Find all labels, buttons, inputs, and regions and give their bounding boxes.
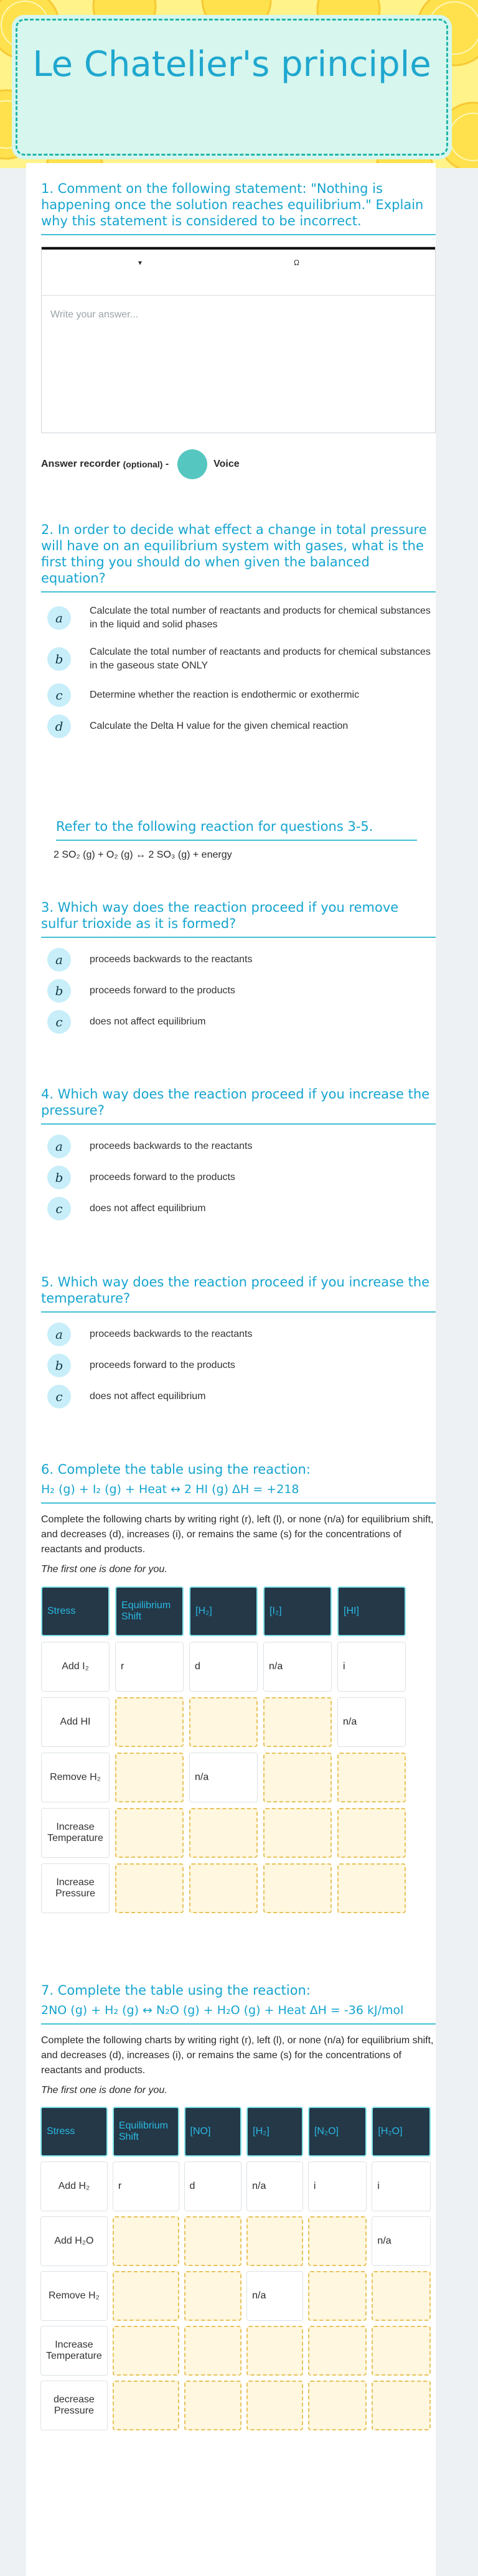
option-letter: b <box>47 647 71 671</box>
answer-input-cell[interactable] <box>372 2271 431 2321</box>
option-text: proceeds backwards to the reactants <box>90 1141 253 1151</box>
table-row <box>40 2326 431 2376</box>
option-b[interactable] <box>41 975 436 1006</box>
header-cell: [H₂] <box>246 2107 303 2157</box>
question-1-title: 1. Comment on the following statement: "Nothing is happening once the solution reaches equilibrium." Explain why this statement is considered to be incorrect. <box>41 180 436 235</box>
table-row <box>41 1808 406 1858</box>
option-text: Calculate the total number of reactants and products for chemical substances in the liquid and solid phases <box>90 606 431 630</box>
option-text: does not affect equilibrium <box>90 1016 206 1027</box>
option-b[interactable] <box>41 1350 436 1381</box>
table-cell: r <box>115 1642 184 1692</box>
row-label: Add H₂ <box>40 2161 108 2211</box>
reference-block <box>56 818 417 861</box>
question-3-title: 3. Which way does the reaction proceed if you remove sulfur trioxide as it is formed? <box>41 899 436 938</box>
table-cell: n/a <box>246 2161 303 2211</box>
option-text: Calculate the total number of reactants and products for chemical substances in the gaseous state ONLY <box>90 647 431 671</box>
question-2-options <box>41 597 436 742</box>
option-d[interactable] <box>41 711 436 742</box>
voice-label: Voice <box>213 459 240 469</box>
question-1 <box>41 180 436 479</box>
table-cell: i <box>308 2161 367 2211</box>
option-text: does not affect equilibrium <box>90 1391 206 1402</box>
table-row <box>41 1863 406 1913</box>
row-label: Add HI <box>41 1697 110 1747</box>
answer-input-cell[interactable] <box>263 1863 332 1913</box>
question-4 <box>41 1086 436 1224</box>
answer-input-cell[interactable] <box>115 1753 184 1802</box>
header-cell: Equilibrium Shift <box>115 1586 184 1636</box>
reference-title: Refer to the following reaction for questions 3-5. <box>56 818 417 841</box>
table-cell: i <box>372 2161 431 2211</box>
option-letter: d <box>47 714 71 738</box>
table-header-row <box>40 2107 431 2157</box>
answer-input-cell[interactable] <box>113 2326 179 2376</box>
omega-icon[interactable]: Ω <box>294 258 299 267</box>
page-title: Le Chatelier's principle <box>32 44 431 85</box>
header-cell: [I₂] <box>263 1586 332 1636</box>
answer-input-cell[interactable] <box>115 1697 184 1747</box>
question-3-options <box>41 944 436 1037</box>
answer-input-cell[interactable] <box>263 1753 332 1802</box>
option-a[interactable] <box>41 597 436 639</box>
option-letter: a <box>47 948 71 972</box>
answer-editor[interactable] <box>41 246 436 433</box>
question-6 <box>41 1461 436 1919</box>
question-7-first-note: The first one is done for you. <box>41 2085 167 2096</box>
option-letter: a <box>47 606 71 630</box>
question-5-options <box>41 1319 436 1412</box>
answer-input-cell[interactable] <box>337 1808 406 1858</box>
option-text: Determine whether the reaction is endothermic or exothermic <box>90 690 360 700</box>
row-label: Remove H₂ <box>41 1753 110 1802</box>
recorder-dash: - <box>165 459 169 469</box>
answer-input-cell[interactable] <box>189 1697 258 1747</box>
question-6-instructions: Complete the following charts by writing right (r), left (l), or none (n/a) for equilibrium shift, and decreases (d), increases (i), or remains the same (s) for the concentrations of reactants and products. <box>41 1514 434 1555</box>
answer-input-cell[interactable] <box>113 2271 179 2321</box>
option-text: proceeds forward to the products <box>90 985 235 996</box>
answer-placeholder[interactable]: Write your answer... <box>50 309 139 320</box>
table-row <box>41 1697 406 1747</box>
question-5-title: 5. Which way does the reaction proceed if you increase the temperature? <box>41 1274 436 1313</box>
table-header-row <box>41 1586 406 1636</box>
question-7-title: 7. Complete the table using the reaction: <box>41 1983 311 1998</box>
answer-input-cell[interactable] <box>189 1808 258 1858</box>
table-row <box>41 1642 406 1692</box>
title-card <box>16 19 448 156</box>
table-row <box>41 1753 406 1802</box>
table-cell: d <box>184 2161 242 2211</box>
answer-input-cell[interactable] <box>115 1863 184 1913</box>
option-text: proceeds backwards to the reactants <box>90 954 253 965</box>
answer-input-cell[interactable] <box>308 2216 367 2266</box>
option-letter: c <box>47 1197 71 1220</box>
row-label: Remove H₂ <box>40 2271 108 2321</box>
table-row <box>40 2271 431 2321</box>
recorder-label: Answer recorder <box>41 459 121 469</box>
toolbar-dropdown-button[interactable]: ▾ <box>138 258 143 267</box>
option-c[interactable] <box>41 1193 436 1224</box>
header-cell: [NO] <box>184 2107 242 2157</box>
row-label: Add I₂ <box>41 1642 110 1692</box>
header-cell: Stress <box>41 1586 110 1636</box>
answer-input-cell[interactable] <box>372 2326 431 2376</box>
table-row <box>40 2381 431 2430</box>
question-2 <box>41 522 436 742</box>
table-cell: n/a <box>337 1697 406 1747</box>
option-letter: c <box>47 683 71 707</box>
answer-input-cell[interactable] <box>337 1863 406 1913</box>
option-b[interactable] <box>41 639 436 680</box>
table-cell: n/a <box>372 2216 431 2266</box>
editor-toolbar <box>42 247 435 296</box>
row-label: Increase Temperature <box>41 1808 110 1858</box>
answer-input-cell[interactable] <box>184 2216 242 2266</box>
question-4-title: 4. Which way does the reaction proceed if you increase the pressure? <box>41 1086 436 1125</box>
answer-input-cell[interactable] <box>184 2271 242 2321</box>
table-cell: i <box>337 1642 406 1692</box>
row-label: Increase Temperature <box>40 2326 108 2376</box>
option-text: Calculate the Delta H value for the given chemical reaction <box>90 721 349 731</box>
option-a[interactable] <box>41 1131 436 1162</box>
question-7-reaction: 2NO (g) + H₂ (g) ↔ N₂O (g) + H₂O (g) + Heat ΔH = -36 kJ/mol <box>41 2002 436 2025</box>
answer-input-cell[interactable] <box>246 2381 303 2430</box>
answer-input-cell[interactable] <box>184 2381 242 2430</box>
option-a[interactable] <box>41 944 436 975</box>
answer-input-cell[interactable] <box>372 2381 431 2430</box>
answer-input-cell[interactable] <box>113 2381 179 2430</box>
answer-input-cell[interactable] <box>184 2326 242 2376</box>
answer-input-cell[interactable] <box>263 1697 332 1747</box>
question-6-first-note: The first one is done for you. <box>41 1564 167 1575</box>
option-text: proceeds backwards to the reactants <box>90 1329 253 1339</box>
question-3 <box>41 899 436 1037</box>
table-row <box>40 2216 431 2266</box>
option-a[interactable] <box>41 1319 436 1350</box>
question-5 <box>41 1274 436 1412</box>
option-letter: b <box>47 1354 71 1377</box>
option-letter: a <box>47 1323 71 1346</box>
table-cell: n/a <box>189 1753 258 1802</box>
option-letter: c <box>47 1385 71 1408</box>
row-label: decrease Pressure <box>40 2381 108 2430</box>
answer-input-cell[interactable] <box>337 1753 406 1802</box>
option-b[interactable] <box>41 1162 436 1193</box>
option-text: proceeds forward to the products <box>90 1172 235 1183</box>
header-cell: [HI] <box>337 1586 406 1636</box>
answer-input-cell[interactable] <box>115 1808 184 1858</box>
option-letter: c <box>47 1010 71 1034</box>
question-7-instructions: Complete the following charts by writing right (r), left (l), or none (n/a) for equilibrium shift, and decreases (d), increases (i), or remains the same (s) for the concentrations of reactants and products. <box>41 2035 434 2076</box>
table-7 <box>35 2102 436 2435</box>
answer-input-cell[interactable] <box>246 2216 303 2266</box>
question-2-title: 2. In order to decide what effect a change in total pressure will have on an equilibrium system with gases, what is the first thing you should do when given the balanced equation? <box>41 522 436 592</box>
header-cell: [H₂] <box>189 1586 258 1636</box>
header-cell: Equilibrium Shift <box>113 2107 179 2157</box>
answer-input-cell[interactable] <box>246 2326 303 2376</box>
header-cell: [N₂O] <box>308 2107 367 2157</box>
answer-input-cell[interactable] <box>308 2381 367 2430</box>
answer-input-cell[interactable] <box>308 2271 367 2321</box>
question-7 <box>41 1982 436 2435</box>
answer-input-cell[interactable] <box>308 2326 367 2376</box>
table-cell: n/a <box>246 2271 303 2321</box>
option-c[interactable] <box>41 680 436 711</box>
table-cell: n/a <box>263 1642 332 1692</box>
table-row <box>40 2161 431 2211</box>
reference-reaction: 2 SO₂ (g) + O₂ (g) ↔ 2 SO₃ (g) + energy <box>54 850 232 860</box>
option-c[interactable] <box>41 1006 436 1037</box>
table-cell: d <box>189 1642 258 1692</box>
header-cell: [H₂O] <box>372 2107 431 2157</box>
record-voice-button[interactable] <box>177 449 207 479</box>
header-cell: Stress <box>40 2107 108 2157</box>
question-6-title: 6. Complete the table using the reaction: <box>41 1462 311 1477</box>
table-cell: r <box>113 2161 179 2211</box>
option-letter: b <box>47 1166 71 1189</box>
option-letter: b <box>47 979 71 1003</box>
option-c[interactable] <box>41 1381 436 1412</box>
option-text: proceeds forward to the products <box>90 1360 235 1370</box>
question-4-options <box>41 1131 436 1224</box>
answer-recorder <box>41 449 436 479</box>
row-label: Increase Pressure <box>41 1863 110 1913</box>
answer-input-cell[interactable] <box>263 1808 332 1858</box>
answer-input-cell[interactable] <box>189 1863 258 1913</box>
row-label: Add H₂O <box>40 2216 108 2266</box>
answer-input-cell[interactable] <box>113 2216 179 2266</box>
question-6-reaction: H₂ (g) + I₂ (g) + Heat ↔ 2 HI (g) ΔH = +218 <box>41 1481 436 1504</box>
table-6 <box>35 1581 411 1919</box>
option-letter: a <box>47 1135 71 1158</box>
option-text: does not affect equilibrium <box>90 1203 206 1214</box>
recorder-optional: (optional) <box>123 459 163 469</box>
